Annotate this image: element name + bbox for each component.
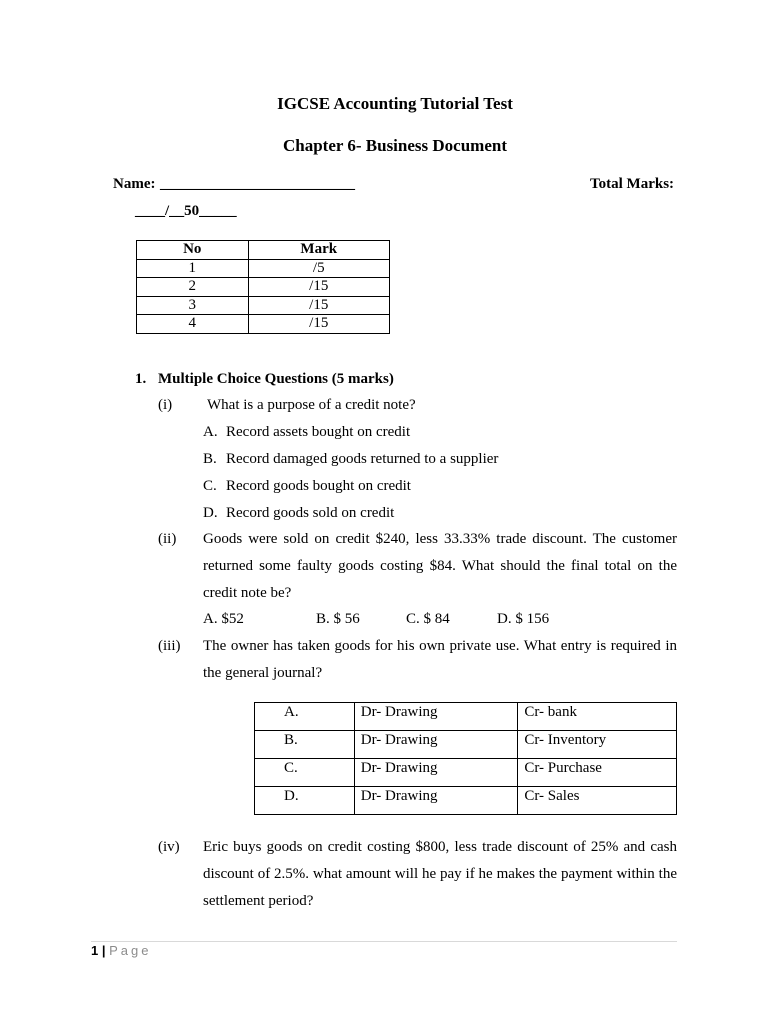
table-row <box>137 315 390 334</box>
marks-no-cell: 1 <box>137 259 249 278</box>
option-letter-cell: B. <box>255 731 355 759</box>
option-c-ii: C. $ 84 <box>406 611 450 627</box>
table-row <box>255 787 677 815</box>
debit-cell: Dr- Drawing <box>354 731 518 759</box>
option-text: Record goods sold on credit <box>226 505 395 521</box>
option-text: Record assets bought on credit <box>226 424 411 440</box>
question-text-iii: The owner has taken goods for his own private use. What entry is required in the general journal? <box>203 638 677 681</box>
marks-no-cell: 2 <box>137 278 249 297</box>
option-letter-cell: C. <box>255 759 355 787</box>
footer-divider <box>91 941 677 942</box>
question-number-iv: (iv) <box>158 839 180 855</box>
credit-cell: Cr- Purchase <box>518 759 677 787</box>
option-d-ii: D. $ 156 <box>497 611 550 627</box>
question-number-ii: (ii) <box>158 531 177 547</box>
question-number-iii: (iii) <box>158 638 181 654</box>
section-number: 1. <box>135 371 147 387</box>
marks-no-cell: 4 <box>137 315 249 334</box>
marks-mark-cell: /5 <box>248 259 389 278</box>
table-row <box>255 703 677 731</box>
table-row <box>137 259 390 278</box>
option-letter: B. <box>203 451 217 467</box>
question-text-iv: Eric buys goods on credit costing $800, less trade discount of 25% and cash discount of 2.5%. what amount will he pay if he makes the payment within the settlement period? <box>203 839 677 909</box>
option-letter: C. <box>203 478 217 494</box>
debit-cell: Dr- Drawing <box>354 703 518 731</box>
name-blank: __________________________ <box>160 176 355 192</box>
marks-no-cell: 3 <box>137 296 249 315</box>
question-text-ii: Goods were sold on credit $240, less 33.33% trade discount. The customer returned some faulty goods costing $84. What should the final total on the credit note be? <box>203 531 677 601</box>
option-letter-cell: A. <box>255 703 355 731</box>
marks-mark-cell: /15 <box>248 296 389 315</box>
page-separator: | <box>101 943 106 958</box>
total-marks-value: ____/__50_____ <box>135 203 237 219</box>
marks-header-mark: Mark <box>248 241 389 260</box>
chapter-subtitle: Chapter 6- Business Document <box>282 136 507 155</box>
credit-cell: Cr- Sales <box>518 787 677 815</box>
debit-cell: Dr- Drawing <box>354 787 518 815</box>
question-text-i: What is a purpose of a credit note? <box>207 397 416 413</box>
document-title: IGCSE Accounting Tutorial Test <box>277 94 513 113</box>
debit-cell: Dr- Drawing <box>354 759 518 787</box>
name-label: Name: <box>113 176 156 192</box>
option-letter-cell: D. <box>255 787 355 815</box>
option-letter: D. <box>203 505 218 521</box>
marks-mark-cell: /15 <box>248 278 389 297</box>
option-letter: A. <box>203 424 218 440</box>
question-number-i: (i) <box>158 397 173 413</box>
marks-table-header <box>137 241 390 260</box>
marks-header-no: No <box>137 241 249 260</box>
option-b-ii: B. $ 56 <box>316 611 360 627</box>
marks-table <box>136 240 390 334</box>
page-number: 1 <box>91 943 99 958</box>
section-heading: Multiple Choice Questions (5 marks) <box>158 371 394 387</box>
credit-cell: Cr- bank <box>518 703 677 731</box>
total-marks-label: Total Marks: <box>590 176 675 192</box>
table-row <box>137 296 390 315</box>
table-row <box>137 278 390 297</box>
credit-cell: Cr- Inventory <box>518 731 677 759</box>
table-row <box>255 759 677 787</box>
page-footer <box>91 943 152 958</box>
table-row <box>255 731 677 759</box>
option-text: Record damaged goods returned to a supplier <box>226 451 499 467</box>
journal-entry-options-table <box>254 702 677 815</box>
option-text: Record goods bought on credit <box>226 478 411 494</box>
option-a-ii: A. $52 <box>203 611 244 627</box>
marks-mark-cell: /15 <box>248 315 389 334</box>
page-label: Page <box>109 943 152 958</box>
